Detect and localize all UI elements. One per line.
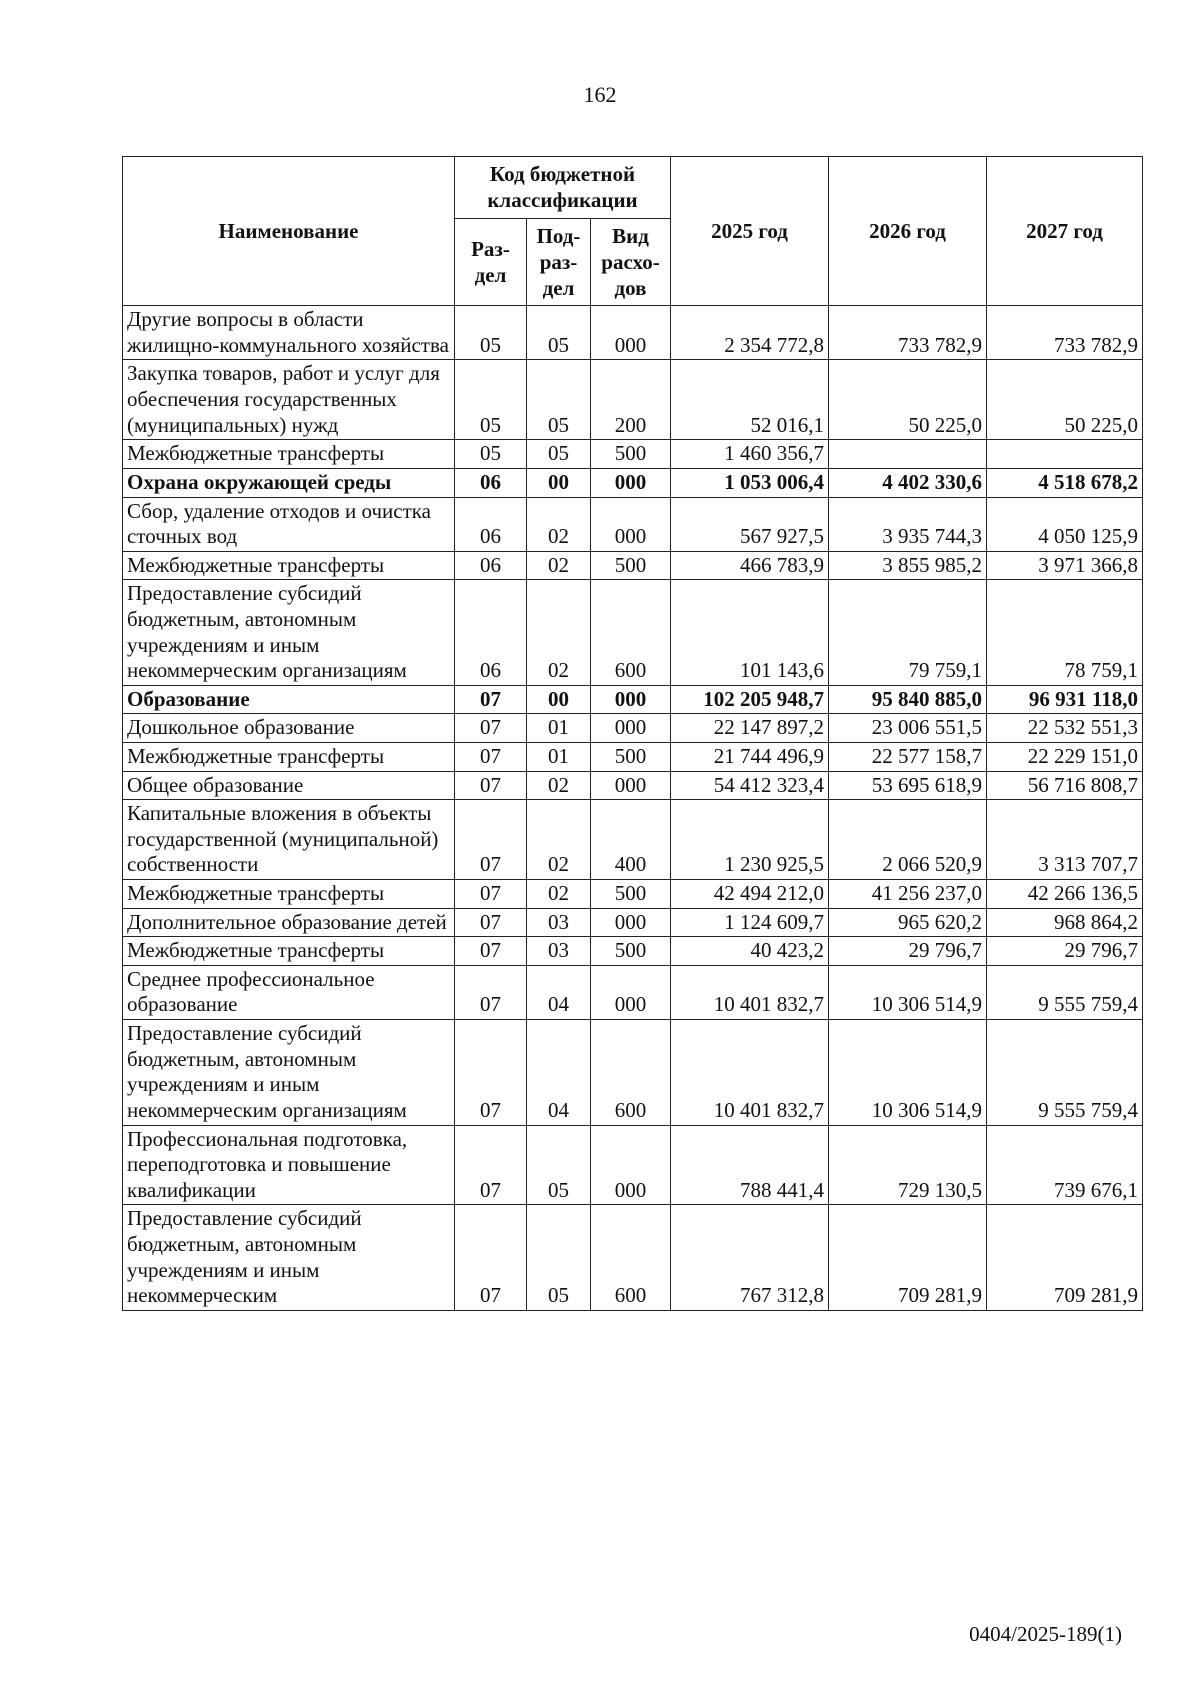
cell-podrazdel: 05 <box>527 306 591 360</box>
cell-name: Предоставление субсидий бюджетным, автономным учреждениям и иным некоммерческим организациям <box>123 1020 455 1125</box>
cell-2027: 3 313 707,7 <box>987 800 1143 880</box>
cell-podrazdel: 02 <box>527 771 591 800</box>
cell-vid: 000 <box>591 771 671 800</box>
cell-name: Межбюджетные трансферты <box>123 743 455 772</box>
cell-2025: 101 143,6 <box>671 580 829 685</box>
cell-name: Межбюджетные трансферты <box>123 551 455 580</box>
header-2025: 2025 год <box>671 157 829 306</box>
cell-podrazdel: 03 <box>527 937 591 966</box>
table-row <box>123 580 1143 685</box>
cell-2027: 9 555 759,4 <box>987 965 1143 1019</box>
table-row <box>123 360 1143 440</box>
table-row <box>123 497 1143 551</box>
cell-name: Межбюджетные трансферты <box>123 440 455 469</box>
cell-2025: 21 744 496,9 <box>671 743 829 772</box>
cell-vid: 000 <box>591 306 671 360</box>
cell-2025: 1 124 609,7 <box>671 908 829 937</box>
table-row <box>123 468 1143 497</box>
cell-2025: 42 494 212,0 <box>671 880 829 909</box>
cell-2025: 466 783,9 <box>671 551 829 580</box>
cell-2026: 10 306 514,9 <box>829 1020 987 1125</box>
cell-2027: 3 971 366,8 <box>987 551 1143 580</box>
cell-2027: 4 518 678,2 <box>987 468 1143 497</box>
cell-2026: 23 006 551,5 <box>829 714 987 743</box>
table-row <box>123 551 1143 580</box>
cell-2025: 767 312,8 <box>671 1205 829 1310</box>
table-row <box>123 965 1143 1019</box>
cell-razdel: 07 <box>455 800 527 880</box>
cell-razdel: 05 <box>455 440 527 469</box>
cell-2026: 41 256 237,0 <box>829 880 987 909</box>
cell-vid: 500 <box>591 440 671 469</box>
cell-2026: 50 225,0 <box>829 360 987 440</box>
table-row <box>123 1125 1143 1205</box>
cell-2025: 10 401 832,7 <box>671 965 829 1019</box>
cell-2027: 22 532 551,3 <box>987 714 1143 743</box>
cell-razdel: 05 <box>455 306 527 360</box>
cell-2027: 968 864,2 <box>987 908 1143 937</box>
cell-2025: 567 927,5 <box>671 497 829 551</box>
cell-razdel: 06 <box>455 468 527 497</box>
cell-name: Образование <box>123 685 455 714</box>
cell-2026: 965 620,2 <box>829 908 987 937</box>
budget-table <box>122 156 1143 1311</box>
cell-2026: 53 695 618,9 <box>829 771 987 800</box>
cell-podrazdel: 02 <box>527 551 591 580</box>
cell-name: Межбюджетные трансферты <box>123 937 455 966</box>
cell-vid: 000 <box>591 468 671 497</box>
cell-vid: 000 <box>591 714 671 743</box>
cell-2025: 1 053 006,4 <box>671 468 829 497</box>
cell-name: Предоставление субсидий бюджетным, автономным учреждениям и иным некоммерческим <box>123 1205 455 1310</box>
cell-2025: 40 423,2 <box>671 937 829 966</box>
cell-2025: 1 230 925,5 <box>671 800 829 880</box>
cell-2026: 95 840 885,0 <box>829 685 987 714</box>
cell-name: Профессиональная подготовка, переподготовка и повышение квалификации <box>123 1125 455 1205</box>
cell-vid: 000 <box>591 685 671 714</box>
cell-vid: 600 <box>591 1020 671 1125</box>
cell-name: Закупка товаров, работ и услуг для обеспечения государственных (муниципальных) нужд <box>123 360 455 440</box>
cell-razdel: 07 <box>455 965 527 1019</box>
cell-vid: 600 <box>591 580 671 685</box>
cell-podrazdel: 04 <box>527 1020 591 1125</box>
cell-2027: 733 782,9 <box>987 306 1143 360</box>
cell-2026: 2 066 520,9 <box>829 800 987 880</box>
table-row <box>123 1020 1143 1125</box>
cell-podrazdel: 00 <box>527 685 591 714</box>
cell-vid: 500 <box>591 880 671 909</box>
cell-razdel: 06 <box>455 497 527 551</box>
cell-vid: 600 <box>591 1205 671 1310</box>
table-row <box>123 306 1143 360</box>
table-row <box>123 743 1143 772</box>
cell-razdel: 07 <box>455 743 527 772</box>
cell-razdel: 07 <box>455 771 527 800</box>
cell-podrazdel: 02 <box>527 497 591 551</box>
cell-razdel: 06 <box>455 580 527 685</box>
cell-2025: 1 460 356,7 <box>671 440 829 469</box>
header-podrazdel: Под-раз-дел <box>527 218 591 306</box>
cell-2027: 50 225,0 <box>987 360 1143 440</box>
table-row <box>123 771 1143 800</box>
cell-vid: 500 <box>591 743 671 772</box>
cell-2027: 739 676,1 <box>987 1125 1143 1205</box>
cell-2025: 788 441,4 <box>671 1125 829 1205</box>
cell-vid: 500 <box>591 551 671 580</box>
cell-podrazdel: 05 <box>527 1125 591 1205</box>
cell-2026: 79 759,1 <box>829 580 987 685</box>
cell-podrazdel: 04 <box>527 965 591 1019</box>
cell-2026: 3 935 744,3 <box>829 497 987 551</box>
cell-name: Предоставление субсидий бюджетным, автономным учреждениям и иным некоммерческим организациям <box>123 580 455 685</box>
cell-name: Сбор, удаление отходов и очистка сточных вод <box>123 497 455 551</box>
cell-name: Среднее профессиональное образование <box>123 965 455 1019</box>
cell-name: Общее образование <box>123 771 455 800</box>
cell-2027: 78 759,1 <box>987 580 1143 685</box>
table-row <box>123 908 1143 937</box>
cell-podrazdel: 02 <box>527 580 591 685</box>
cell-razdel: 07 <box>455 880 527 909</box>
cell-2027: 4 050 125,9 <box>987 497 1143 551</box>
cell-vid: 000 <box>591 965 671 1019</box>
cell-name: Межбюджетные трансферты <box>123 880 455 909</box>
table-body <box>123 306 1143 1311</box>
cell-2025: 2 354 772,8 <box>671 306 829 360</box>
cell-podrazdel: 01 <box>527 743 591 772</box>
cell-2027: 709 281,9 <box>987 1205 1143 1310</box>
cell-razdel: 07 <box>455 1020 527 1125</box>
cell-vid: 000 <box>591 497 671 551</box>
table-row <box>123 800 1143 880</box>
cell-2026 <box>829 440 987 469</box>
cell-2025: 10 401 832,7 <box>671 1020 829 1125</box>
cell-2026: 3 855 985,2 <box>829 551 987 580</box>
table-row <box>123 685 1143 714</box>
table-row <box>123 937 1143 966</box>
cell-name: Дополнительное образование детей <box>123 908 455 937</box>
cell-2025: 22 147 897,2 <box>671 714 829 743</box>
cell-podrazdel: 02 <box>527 880 591 909</box>
cell-razdel: 07 <box>455 937 527 966</box>
cell-2027 <box>987 440 1143 469</box>
cell-razdel: 05 <box>455 360 527 440</box>
cell-vid: 200 <box>591 360 671 440</box>
cell-name: Капитальные вложения в объекты государственной (муниципальной) собственности <box>123 800 455 880</box>
cell-2025: 54 412 323,4 <box>671 771 829 800</box>
cell-podrazdel: 02 <box>527 800 591 880</box>
cell-2026: 4 402 330,6 <box>829 468 987 497</box>
cell-2025: 52 016,1 <box>671 360 829 440</box>
cell-name: Дошкольное образование <box>123 714 455 743</box>
cell-podrazdel: 00 <box>527 468 591 497</box>
cell-2026: 733 782,9 <box>829 306 987 360</box>
header-vid: Вид расхо-дов <box>591 218 671 306</box>
cell-2026: 10 306 514,9 <box>829 965 987 1019</box>
cell-vid: 000 <box>591 1125 671 1205</box>
cell-2025: 102 205 948,7 <box>671 685 829 714</box>
cell-2027: 96 931 118,0 <box>987 685 1143 714</box>
cell-podrazdel: 05 <box>527 440 591 469</box>
cell-2027: 22 229 151,0 <box>987 743 1143 772</box>
table-row <box>123 1205 1143 1310</box>
cell-2027: 9 555 759,4 <box>987 1020 1143 1125</box>
cell-razdel: 07 <box>455 908 527 937</box>
cell-vid: 500 <box>591 937 671 966</box>
cell-name: Другие вопросы в области жилищно-коммунального хозяйства <box>123 306 455 360</box>
table-row <box>123 714 1143 743</box>
cell-vid: 000 <box>591 908 671 937</box>
page-number: 162 <box>583 82 617 107</box>
cell-razdel: 07 <box>455 1205 527 1310</box>
cell-name: Охрана окружающей среды <box>123 468 455 497</box>
cell-2026: 22 577 158,7 <box>829 743 987 772</box>
header-name: Наименование <box>123 157 455 306</box>
cell-podrazdel: 01 <box>527 714 591 743</box>
cell-podrazdel: 03 <box>527 908 591 937</box>
cell-razdel: 07 <box>455 714 527 743</box>
cell-2027: 42 266 136,5 <box>987 880 1143 909</box>
cell-2027: 56 716 808,7 <box>987 771 1143 800</box>
cell-podrazdel: 05 <box>527 360 591 440</box>
header-razdel: Раз-дел <box>455 218 527 306</box>
cell-2026: 709 281,9 <box>829 1205 987 1310</box>
header-2027: 2027 год <box>987 157 1143 306</box>
cell-2027: 29 796,7 <box>987 937 1143 966</box>
header-2026: 2026 год <box>829 157 987 306</box>
header-kbk: Код бюджетной классификации <box>455 157 671 219</box>
table-row <box>123 880 1143 909</box>
cell-podrazdel: 05 <box>527 1205 591 1310</box>
cell-razdel: 07 <box>455 685 527 714</box>
cell-2026: 29 796,7 <box>829 937 987 966</box>
cell-2026: 729 130,5 <box>829 1125 987 1205</box>
document-code: 0404/2025-189(1) <box>969 1622 1122 1646</box>
cell-vid: 400 <box>591 800 671 880</box>
cell-razdel: 07 <box>455 1125 527 1205</box>
cell-razdel: 06 <box>455 551 527 580</box>
table-row <box>123 440 1143 469</box>
